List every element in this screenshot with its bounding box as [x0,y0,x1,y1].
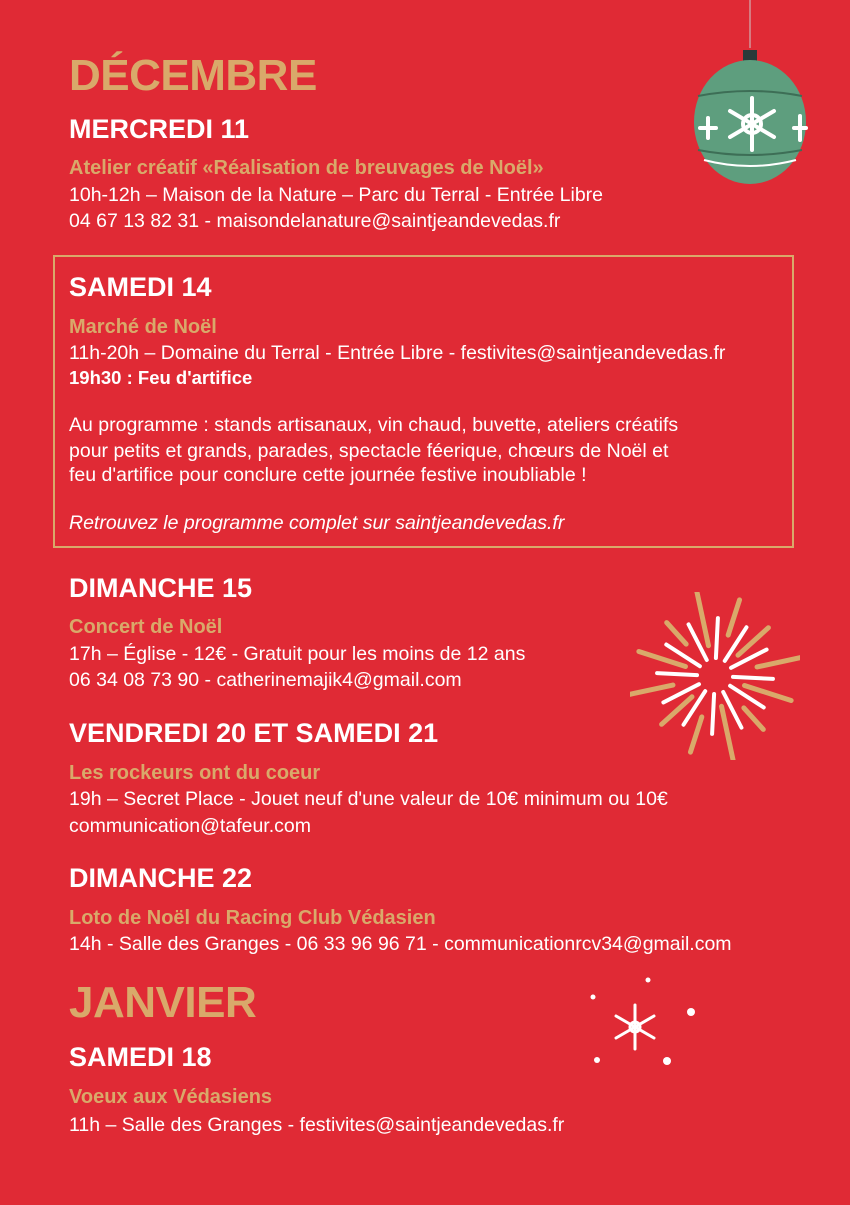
firework-ray [728,600,739,635]
event-title: Voeux aux Védasiens [69,1086,273,1108]
event-info: 10h-12h – Maison de la Nature – Parc du Terral - Entrée Libre [69,184,604,206]
event-title: Marché de Noël [69,316,217,338]
christmas-ornament-icon [690,0,815,190]
event-contact: 04 67 13 82 31 - maisondelanature@saintjeandevedas.fr [69,210,561,232]
event-contact: communication@tafeur.com [69,815,311,837]
event-description: feu d'artifice pour conclure cette journée festive inoubliable ! [69,464,587,486]
snowflake-icon [585,975,700,1070]
event-title: Concert de Noël [69,616,223,638]
event-day: SAMEDI 18 [69,1042,212,1072]
event-info: 11h-20h – Domaine du Terral - Entrée Libre - festivites@saintjeandevedas.fr [69,342,726,364]
event-description: pour petits et grands, parades, spectacle féerique, chœurs de Noël et [69,440,669,462]
firework-ray [667,623,686,645]
event-description: Au programme : stands artisanaux, vin chaud, buvette, ateliers créatifs [69,414,679,436]
event-info: 19h – Secret Place - Jouet neuf d'une valeur de 10€ minimum ou 10€ [69,788,668,810]
event-day: DIMANCHE 22 [69,863,253,893]
firework-ray [712,694,714,734]
event-day: DIMANCHE 15 [69,573,253,603]
firework-ray [744,708,763,730]
event-day: MERCREDI 11 [69,114,250,144]
firework-ray [630,685,673,694]
month-heading-december: DÉCEMBRE [69,51,317,100]
event-title: Atelier créatif «Réalisation de breuvages de Noël» [69,157,544,179]
program-link-text: Retrouvez le programme complet sur saintjeandevedas.fr [69,512,565,534]
event-contact: 06 34 08 73 90 - catherinemajik4@gmail.com [69,669,462,691]
event-info: 17h – Église - 12€ - Gratuit pour les moins de 12 ans [69,643,526,665]
month-heading-january: JANVIER [69,978,257,1027]
event-day: SAMEDI 14 [69,272,212,302]
firework-ray [716,618,718,658]
event-info: 11h – Salle des Granges - festivites@saintjeandevedas.fr [69,1114,565,1136]
event-title: Loto de Noël du Racing Club Védasien [69,907,436,929]
event-title: Les rockeurs ont du coeur [69,762,321,784]
firework-ray [657,673,697,675]
firework-ray [757,658,800,667]
event-info: 14h - Salle des Granges - 06 33 96 96 71 - communicationrcv34@gmail.com [69,933,732,955]
event-day: VENDREDI 20 ET SAMEDI 21 [69,718,439,748]
firework-ray [697,592,709,646]
firework-ray [690,717,701,752]
fireworks-icon [630,592,800,760]
firework-ray [733,677,773,679]
event-fireworks: 19h30 : Feu d'artifice [69,367,253,388]
firework-ray [722,706,734,760]
